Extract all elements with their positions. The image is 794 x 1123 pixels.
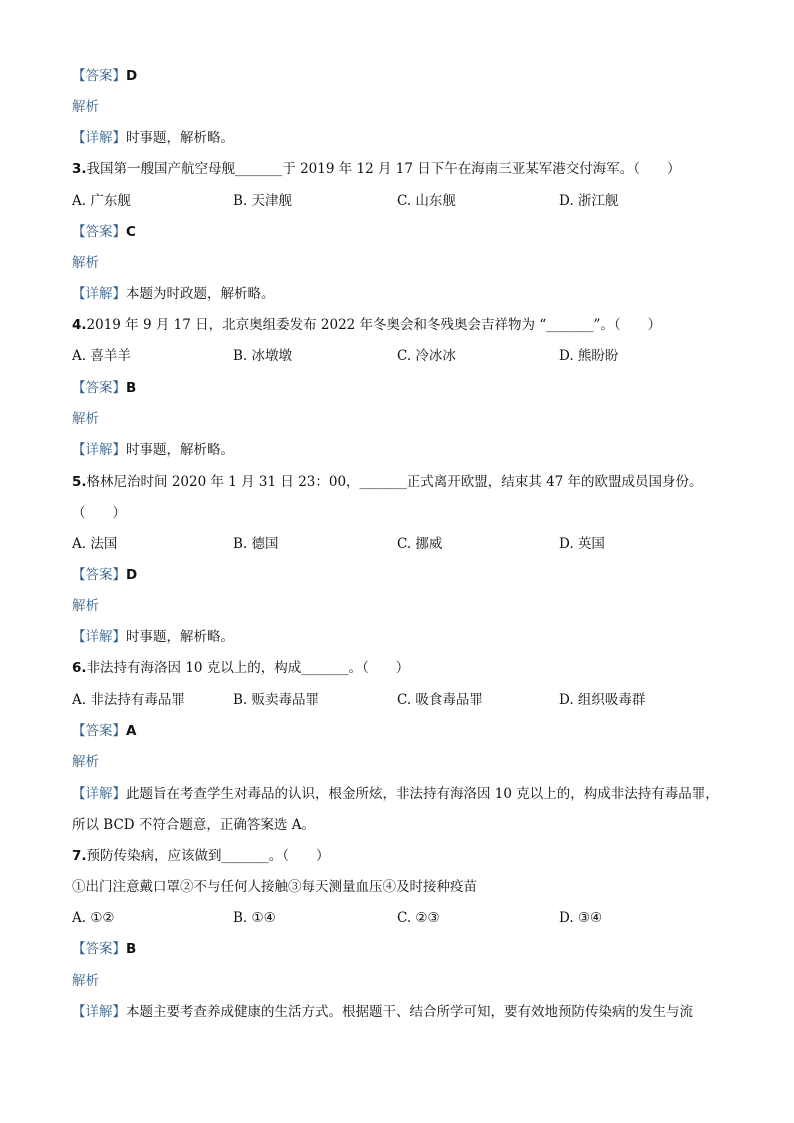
question-5-stem-continued: [72, 503, 732, 523]
option-a: A. 广东舰: [72, 193, 131, 209]
option-b: B. 贩卖毒品罪: [233, 692, 320, 708]
option-c: C. 冷冰冰: [397, 348, 456, 364]
detail-line-4: [72, 440, 732, 460]
detail-label: 【详解】: [72, 786, 126, 802]
option-b: B. 天津舰: [233, 193, 293, 209]
answer-line-3: [72, 222, 732, 242]
detail-text: 时事题，解析略。: [126, 629, 234, 645]
detail-text: 时事题，解析略。: [126, 130, 234, 146]
option-d: D. 英国: [559, 536, 605, 552]
answer-label: 【答案】: [72, 567, 126, 583]
statements-text: ①出门注意戴口罩②不与任何人接触③每天测量血压④及时接种疫苗: [72, 879, 477, 895]
answer-label: 【答案】: [72, 224, 126, 240]
analysis-label: 解析: [72, 255, 99, 271]
analysis-line-7: [72, 971, 732, 991]
question-6-number: 6.: [72, 660, 87, 676]
detail-line-1: [72, 128, 732, 148]
option-b: B. ①④: [233, 910, 276, 926]
analysis-line-3: [72, 253, 732, 273]
option-a: A. 非法持有毒品罪: [72, 692, 185, 708]
detail-line-7: [72, 1002, 732, 1022]
answer-label: 【答案】: [72, 68, 126, 84]
answer-line-4: [72, 378, 732, 398]
answer-value: A: [126, 723, 137, 739]
question-5-text: 格林尼治时间 2020 年 1 月 31 日 23：00，_______正式离开欧盟，结束其 47 年的欧盟成员国身份。: [86, 474, 703, 490]
question-7-statements: [72, 877, 732, 897]
question-3-text: 我国第一艘国产航空母舰_______于 2019 年 12 月 17 日下午在海南三亚某军港交付海军。（ ）: [86, 161, 681, 177]
analysis-label: 解析: [72, 754, 99, 770]
detail-label: 【详解】: [72, 1004, 126, 1020]
question-5-stem: [72, 472, 732, 492]
question-6-stem: [72, 658, 732, 678]
analysis-label: 解析: [72, 99, 99, 115]
question-5-paren: （ ）: [72, 505, 126, 521]
option-a: A. 法国: [72, 536, 118, 552]
detail-label: 【详解】: [72, 629, 126, 645]
option-c: C. 挪威: [397, 536, 443, 552]
detail-text-2: 所以 BCD 不符合题意，正确答案选 A。: [72, 817, 315, 833]
detail-label: 【详解】: [72, 130, 126, 146]
question-4-text: 2019 年 9 月 17 日，北京奥组委发布 2022 年冬奥会和冬残奥会吉祥物为 “_______”。（ ）: [86, 317, 662, 333]
answer-label: 【答案】: [72, 380, 126, 396]
option-d: D. ③④: [559, 910, 603, 926]
detail-text: 本题为时政题，解析略。: [126, 286, 275, 302]
option-c: C. 吸食毒品罪: [397, 692, 483, 708]
answer-value: C: [126, 224, 136, 240]
answer-label: 【答案】: [72, 941, 126, 957]
answer-value: B: [126, 380, 137, 396]
option-c: C. 山东舰: [397, 193, 456, 209]
option-b: B. 德国: [233, 536, 279, 552]
detail-label: 【详解】: [72, 286, 126, 302]
question-4-number: 4.: [72, 317, 87, 333]
answer-label: 【答案】: [72, 723, 126, 739]
analysis-label: 解析: [72, 598, 99, 614]
detail-text: 时事题，解析略。: [126, 442, 234, 458]
analysis-label: 解析: [72, 411, 99, 427]
option-a: A. ①②: [72, 910, 115, 926]
question-6-text: 非法持有海洛因 10 克以上的，构成_______。（ ）: [86, 660, 410, 676]
analysis-line-1: [72, 97, 732, 117]
option-d: D. 组织吸毒群: [559, 692, 646, 708]
option-b: B. 冰墩墩: [233, 348, 293, 364]
question-7-number: 7.: [72, 848, 87, 864]
question-7-stem: [72, 846, 732, 866]
detail-line-3: [72, 284, 732, 304]
answer-line-5: [72, 565, 732, 585]
detail-text: 本题主要考查养成健康的生活方式。根据题干、结合所学可知，要有效地预防传染病的发生与流: [126, 1004, 693, 1020]
answer-value: B: [126, 941, 137, 957]
analysis-line-4: [72, 409, 732, 429]
question-3-number: 3.: [72, 161, 87, 177]
analysis-line-6: [72, 752, 732, 772]
analysis-line-5: [72, 596, 732, 616]
detail-label: 【详解】: [72, 442, 126, 458]
answer-value: D: [126, 68, 138, 84]
option-c: C. ②③: [397, 910, 440, 926]
question-4-stem: [72, 315, 732, 335]
option-a: A. 喜羊羊: [72, 348, 131, 364]
answer-line-6: [72, 721, 732, 741]
analysis-label: 解析: [72, 973, 99, 989]
answer-line-7: [72, 939, 732, 959]
answer-value: D: [126, 567, 138, 583]
detail-line-6: [72, 784, 732, 804]
option-d: D. 熊盼盼: [559, 348, 619, 364]
detail-text-1: 此题旨在考查学生对毒品的认识，根金所炫，非法持有海洛因 10 克以上的，构成非法持有毒品罪，: [126, 786, 719, 802]
detail-line-6b: [72, 815, 732, 835]
question-5-number: 5.: [72, 474, 87, 490]
answer-line-1: [72, 66, 732, 86]
option-d: D. 浙江舰: [559, 193, 619, 209]
question-7-text: 预防传染病，应该做到_______。（ ）: [86, 848, 330, 864]
detail-line-5: [72, 627, 732, 647]
question-3-stem: [72, 159, 732, 179]
